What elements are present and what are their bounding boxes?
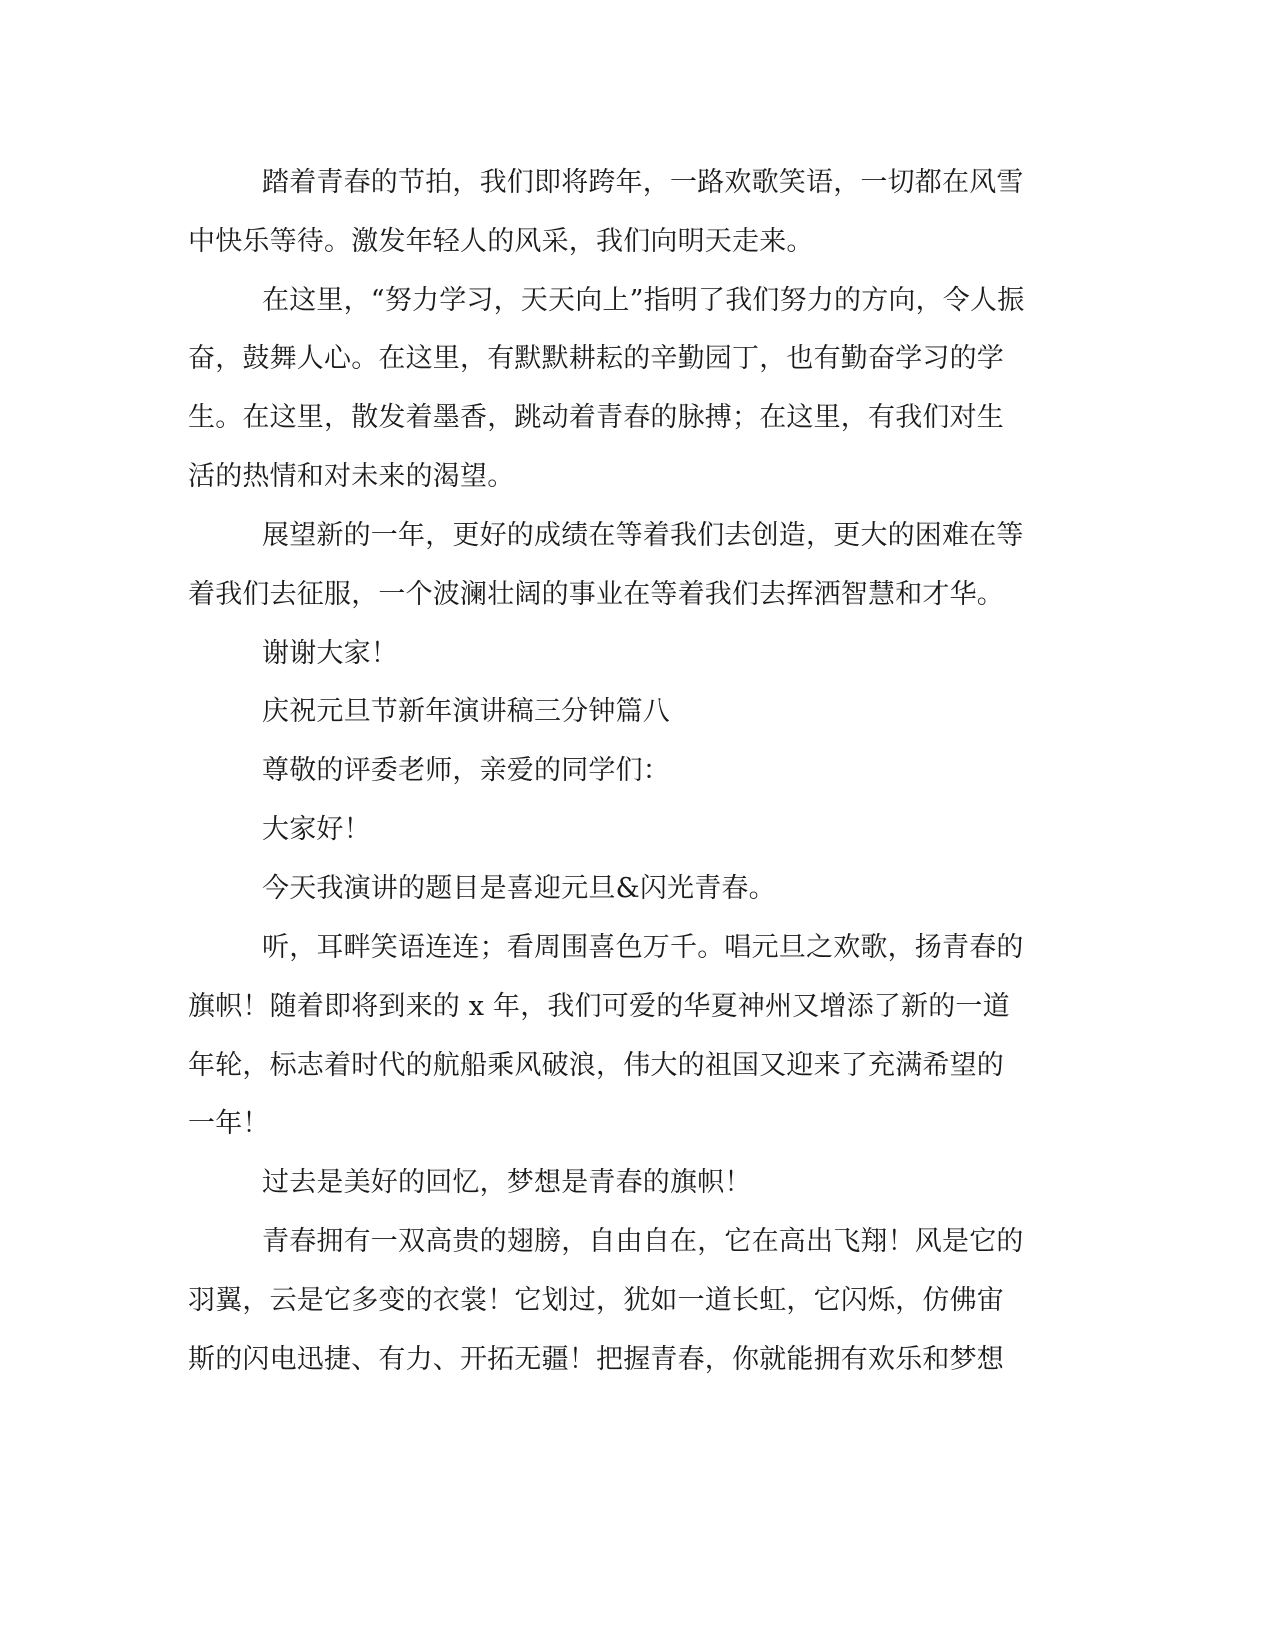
greeting: 大家好！ bbox=[262, 814, 371, 845]
paragraph-line: 青春拥有一双高贵的翅膀，自由自在，它在高出飞翔！风是它的 bbox=[262, 1226, 1024, 1257]
paragraph-line: 过去是美好的回忆，梦想是青春的旗帜！ bbox=[262, 1167, 752, 1198]
paragraph-line: 生。在这里，散发着墨香，跳动着青春的脉搏；在这里，有我们对生 bbox=[188, 402, 1004, 433]
paragraph-line: 谢谢大家！ bbox=[262, 638, 398, 669]
paragraph-line: 斯的闪电迅捷、有力、开拓无疆！把握青春，你就能拥有欢乐和梦想 bbox=[188, 1344, 1004, 1375]
section-heading: 庆祝元旦节新年演讲稿三分钟篇八 bbox=[262, 696, 670, 727]
paragraph-line: 羽翼，云是它多变的衣裳！它划过，犹如一道长虹，它闪烁，仿佛宙 bbox=[188, 1285, 1004, 1316]
paragraph-line: 在这里，“努力学习，天天向上”指明了我们努力的方向，令人振 bbox=[262, 285, 1025, 316]
paragraph-line: 听，耳畔笑语连连；看周围喜色万千。唱元旦之欢歌，扬青春的 bbox=[262, 932, 1024, 963]
paragraph-line: 展望新的一年，更好的成绩在等着我们去创造，更大的困难在等 bbox=[262, 520, 1024, 551]
salutation: 尊敬的评委老师，亲爱的同学们： bbox=[262, 755, 670, 786]
paragraph-line: 踏着青春的节拍，我们即将跨年，一路欢歌笑语，一切都在风雪 bbox=[262, 167, 1024, 198]
paragraph-line: 活的热情和对未来的渴望。 bbox=[188, 461, 515, 492]
paragraph-line: 一年！ bbox=[188, 1108, 270, 1139]
paragraph-line: 奋，鼓舞人心。在这里，有默默耕耘的辛勤园丁，也有勤奋学习的学 bbox=[188, 343, 1004, 374]
paragraph-line: 年轮，标志着时代的航船乘风破浪，伟大的祖国又迎来了充满希望的 bbox=[188, 1050, 1004, 1081]
paragraph-line: 今天我演讲的题目是喜迎元旦&闪光青春。 bbox=[262, 873, 776, 904]
paragraph-line: 中快乐等待。激发年轻人的风采，我们向明天走来。 bbox=[188, 226, 814, 257]
paragraph-line: 旗帜！随着即将到来的 x 年，我们可爱的华夏神州又增添了新的一道 bbox=[188, 991, 1010, 1022]
paragraph-line: 着我们去征服，一个波澜壮阔的事业在等着我们去挥洒智慧和才华。 bbox=[188, 579, 1004, 610]
